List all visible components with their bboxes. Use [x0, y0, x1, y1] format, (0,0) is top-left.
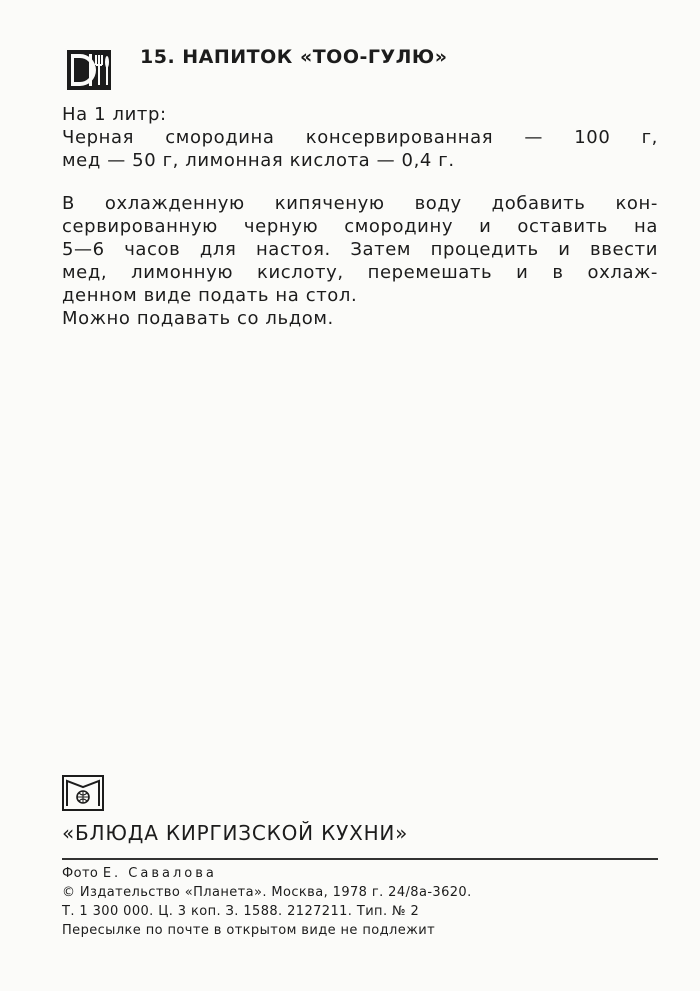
imprint-block	[62, 864, 662, 940]
method-line-3: 5—6 часов для настоя. Затем процедить и ввести	[62, 239, 658, 260]
ingredients-line-2: мед — 50 г, лимонная кислота — 0,4 г.	[62, 150, 455, 171]
divider-line	[62, 858, 658, 860]
photo-label: Фото	[62, 866, 99, 881]
method-line-1: В охлажденную кипяченую воду добавить кон-	[62, 193, 658, 214]
serving-note: Можно подавать со льдом.	[62, 308, 334, 329]
method-block	[62, 192, 658, 330]
photo-author: Е. Савалова	[102, 866, 217, 881]
method-line-5: денном виде подать на стол.	[62, 285, 358, 306]
cuisine-emblem-icon	[67, 50, 111, 90]
method-line-4: мед, лимонную кислоту, перемешать и в охлаж-	[62, 262, 658, 283]
recipe-title: 15. НАПИТОК «ТОО-ГУЛЮ»	[140, 46, 448, 68]
method-line-2: сервированную черную смородину и оставить на	[62, 216, 658, 237]
series-title: «БЛЮДА КИРГИЗСКОЙ КУХНИ»	[62, 821, 409, 845]
ingredients-block	[62, 103, 658, 172]
ingredients-line-1: Черная смородина консервированная — 100 г,	[62, 127, 658, 148]
yield-label: На 1 литр:	[62, 104, 167, 125]
print-line: Т. 1 300 000. Ц. 3 коп. З. 1588. 2127211. Тип. № 2	[62, 904, 420, 919]
publisher-line: © Издательство «Планета». Москва, 1978 г. 24/8а-3620.	[62, 885, 472, 900]
postal-line: Пересылке по почте в открытом виде не подлежит	[62, 923, 436, 938]
photo-credit	[62, 864, 662, 883]
publisher-planeta-logo-icon	[62, 775, 104, 811]
